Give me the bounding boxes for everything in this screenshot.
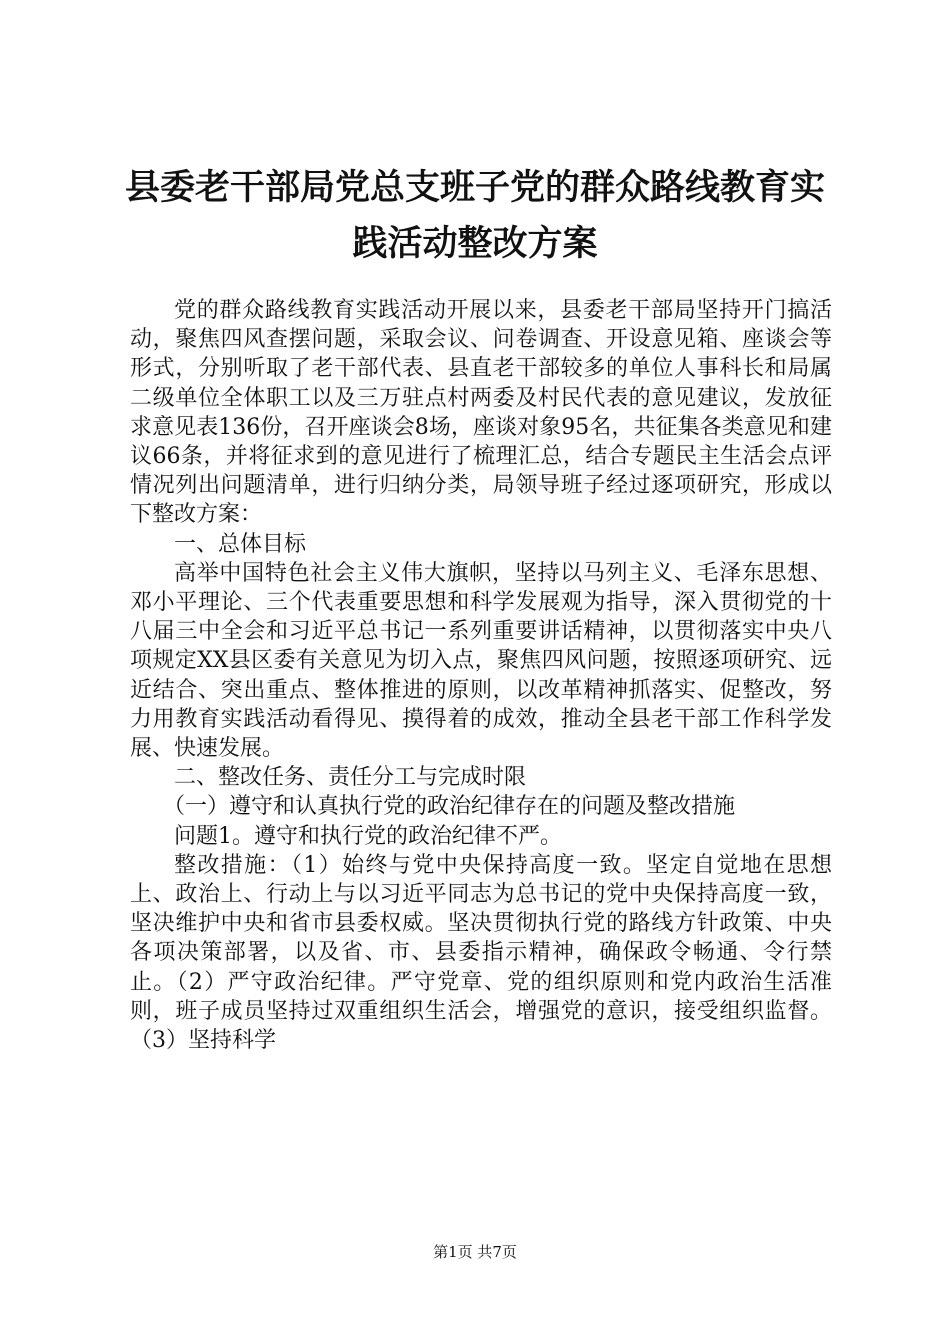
subsection-heading-1: （一）遵守和认真执行党的政治纪律存在的问题及整改措施 [163, 794, 736, 820]
paragraph-intro: 党的群众路线教育实践活动开展以来，县委老干部局坚持开门搞活动，聚焦四风查摆问题，采取会议、问卷调查、开设意见箱、座谈会等形式，分别听取了老干部代表、县直老干部较多的单位人事科长和局属二级单位全体职工以及三万驻点村两委及村民代表的意见建议，发放征求意见表136份，召开座谈会8场，座谈对象95名，共征集各类意见和建议66条，并将征求到的意见进行了梳理汇总，结合专题民主生活会点评情况列出问题清单，进行归纳分类，局领导班子经过逐项研究，形成以下整改方案： [130, 298, 832, 528]
document-title-line-2: 践活动整改方案 [352, 223, 598, 264]
problem-1: 问题1。遵守和执行党的政治纪律不严。 [174, 823, 562, 849]
document-title-line-1: 县委老干部局党总支班子党的群众路线教育实 [124, 167, 825, 208]
document-body [130, 296, 832, 1055]
section-heading-1: 一、总体目标 [174, 531, 307, 557]
paragraph-measures: 整改措施：（1）始终与党中央保持高度一致。坚定自觉地在思想上、政治上、行动上与以习近平同志为总书记的党中央保持高度一致，坚决维护中央和省市县委权威。坚决贯彻执行党的路线方针政策、中央各项决策部署，以及省、市、县委指示精神，确保政令畅通、令行禁止。（2）严守政治纪律。严守党章、党的组织原则和党内政治生活准则，班子成员坚持过双重组织生活会，增强党的意识，接受组织监督。（3）坚持科学 [130, 852, 832, 1054]
page-number-footer: 第1页 共7页 [433, 1243, 517, 1261]
section-heading-2: 二、整改任务、责任分工与完成时限 [174, 765, 527, 791]
paragraph-goals: 高举中国特色社会主义伟大旗帜，坚持以马列主义、毛泽东思想、邓小平理论、三个代表重要思想和科学发展观为指导，深入贯彻党的十八届三中全会和习近平总书记一系列重要讲话精神，以贯彻落实中央八项规定XX县区委有关意见为切入点，聚焦四风问题，按照逐项研究、远近结合、突出重点、整体推进的原则，以改革精神抓落实、促整改，努力用教育实践活动看得见、摸得着的成效，推动全县老干部工作科学发展、快速发展。 [130, 560, 832, 762]
